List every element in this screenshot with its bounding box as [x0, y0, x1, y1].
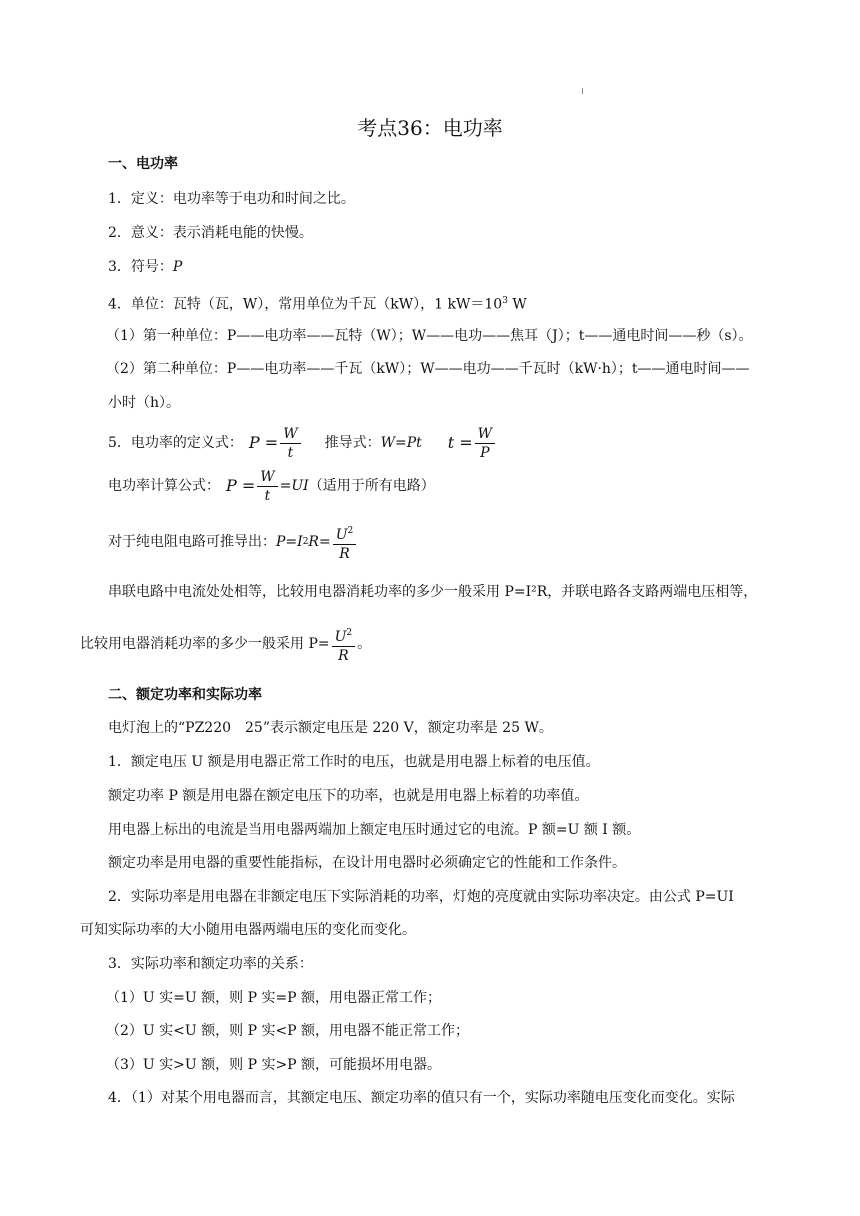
definition-line: 1．定义：电功率等于电功和时间之比。: [108, 191, 355, 207]
series-parallel-end: 。: [357, 636, 372, 652]
numerator-u: U: [335, 526, 348, 543]
calculation-label: 电功率计算公式：: [108, 478, 220, 494]
unit-second-kind-cont: 小时（h）。: [108, 395, 181, 411]
formula-r: R=: [308, 534, 331, 550]
numerator-exponent: 2: [347, 525, 354, 536]
derived-formula-label: 推导式：: [324, 435, 381, 451]
numerator-u: U: [334, 628, 347, 645]
rated-power-line: 额定功率 P 额是用电器在额定电压下的功率，也就是用电器上标着的功率值。: [108, 788, 589, 804]
derived-formula: W=Pt: [380, 435, 422, 451]
fraction-w-over-p: [475, 425, 495, 462]
fraction-numerator: W: [475, 425, 495, 444]
exponent: 2: [302, 537, 309, 547]
symbol-line: [108, 257, 182, 277]
section-heading-1: 一、电功率: [108, 156, 178, 172]
fraction-u2-over-r: [333, 522, 357, 563]
point-4-line: 4．（1）对某个用电器而言，其额定电压、额定功率的值只有一个，实际功率随电压变化而变化。实际: [108, 1090, 735, 1106]
fraction-denominator: R: [338, 647, 349, 664]
series-parallel-line-2: [80, 620, 371, 668]
fraction-w-over-t: [257, 468, 277, 505]
fraction-numerator: W: [257, 468, 277, 487]
formula-t: t =: [447, 433, 473, 452]
fraction-numerator: [333, 522, 357, 545]
formula-i2r: P=I: [276, 534, 303, 550]
actual-power-line: 2．实际功率是用电器在非额定电压下实际消耗的功率，灯炮的亮度就由实际功率决定。由公式 P=UI: [108, 889, 734, 905]
relation-greater-line: （3）U 实>U 额，则 P 实>P 额，可能损坏用电器。: [106, 1057, 442, 1073]
fraction-denominator: t: [264, 487, 271, 504]
relation-less-line: （2）U 实<U 额，则 P 实<P 额，用电器不能正常工作；: [106, 1023, 470, 1039]
fraction-w-over-t: [280, 425, 300, 462]
fraction-numerator: W: [280, 425, 300, 444]
formula-ui: =UI: [279, 478, 309, 494]
actual-power-line-cont: 可知实际功率的大小随用电器两端电压的变化而变化。: [80, 922, 416, 938]
pure-resistive-line: [108, 518, 358, 566]
symbol-value: P: [172, 259, 183, 275]
formula-p: P =: [226, 476, 256, 495]
formula-p: P =: [248, 433, 279, 452]
series-parallel-text: 比较用电器消耗功率的多少一般采用 P=: [80, 636, 330, 652]
fraction-denominator: P: [480, 444, 490, 461]
unit-first-kind: （1）第一种单位：P——电功率——瓦特（W）；W——电功——焦耳（J）；t——通电时间——秒（s）。: [106, 328, 753, 344]
definition-formula-label: 5．电功率的定义式：: [108, 435, 243, 451]
fraction-numerator: [332, 624, 356, 647]
rated-voltage-line: 1．额定电压 U 额是用电器正常工作时的电压，也就是用电器上标着的电压值。: [108, 754, 600, 770]
relation-equal-line: （1）U 实=U 额，则 P 实=P 额，用电器正常工作；: [106, 990, 442, 1006]
meaning-line: 2．意义：表示消耗电能的快慢。: [108, 225, 313, 241]
page-title: 考点36：电功率: [357, 116, 503, 140]
fraction-denominator: R: [339, 545, 350, 562]
fraction-denominator: t: [287, 444, 294, 461]
relation-heading-line: 3．实际功率和额定功率的关系：: [108, 956, 313, 972]
fraction-u2-over-r: [332, 624, 356, 665]
rated-current-line: 用电器上标出的电流是当用电器两端加上额定电压时通过它的电流。P 额=U 额 I 额。: [108, 822, 641, 838]
calculation-note: （适用于所有电路）: [308, 478, 435, 494]
unit-text: 4．单位：瓦特（瓦，W），常用单位为千瓦（kW），1 kW＝10: [108, 296, 503, 313]
unit-exponent: 3: [502, 296, 508, 306]
bulb-rating-line: 电灯泡上的“PZ220 25”表示额定电压是 220 V，额定功率是 25 W。: [108, 720, 553, 736]
series-parallel-line: 串联电路中电流处处相等，比较用电器消耗功率的多少一般采用 P=I²R，并联电路各支路两端电压相等，: [108, 584, 758, 600]
unit-text-end: W: [507, 296, 527, 313]
definition-formula-line: [108, 420, 497, 466]
symbol-label: 3．符号：: [108, 259, 173, 275]
numerator-exponent: 2: [346, 627, 353, 638]
unit-second-kind: （2）第二种单位：P——电功率——千瓦（kW）；W——电功——千瓦时（kW·h）；t——通电时间——: [106, 361, 750, 377]
header-mark: [582, 88, 583, 94]
pure-resistive-label: 对于纯电阻电路可推导出：: [108, 534, 276, 550]
rated-power-importance-line: 额定功率是用电器的重要性能指标，在设计用电器时必须确定它的性能和工作条件。: [108, 855, 626, 871]
calculation-formula-line: [108, 466, 435, 506]
unit-line: [108, 291, 527, 315]
section-heading-2: 二、额定功率和实际功率: [108, 687, 262, 703]
